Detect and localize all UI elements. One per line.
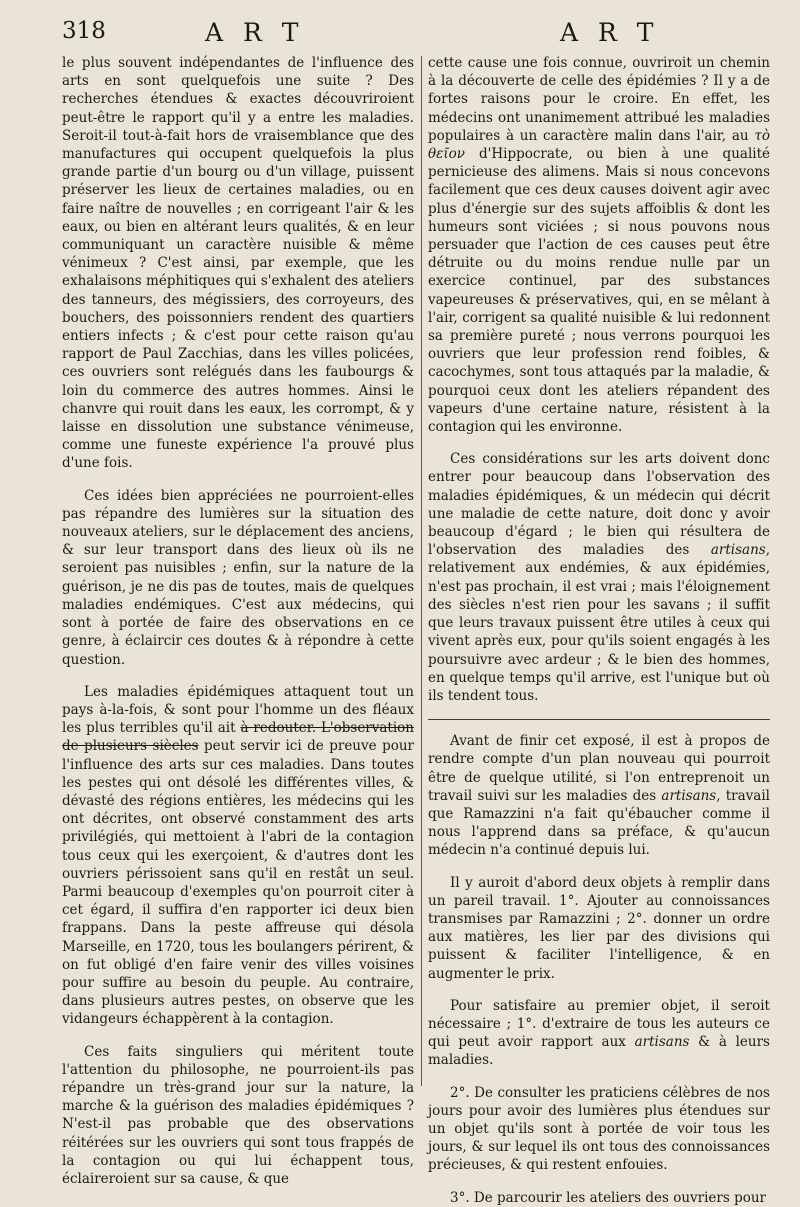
italic-word: artisans xyxy=(634,1034,690,1051)
paragraph xyxy=(428,997,770,1070)
paragraph-text: & à leurs maladies. xyxy=(428,1034,770,1069)
paragraph xyxy=(428,54,770,436)
right-running-head: A R T xyxy=(560,18,660,47)
paragraph-text: d'Hippocrate, ou bien à une qualité pernicieuse des alimens. Mais si nous concevons facilement que ces deux causes doivent agir avec plus d'énergie sur des sujets affoiblis & dont les humeurs sont viciées ; si nous pouvons nous persuader que l'action de ces causes peut être détruite ou du moins rendue nulle par un exercice continuel, par des substances vapeureuses & préservatives, qui, en se mêlant à l'air, corrigent sa qualité nuisible & lui redonnent sa première pureté ; nous verrons pourquoi les ouvriers que leur profession rend foibles, & cacochymes, sont tous attaqués par la maladie, & pourquoi ceux dont les ateliers répandent des vapeurs d'une certaine nature, résistent à la contagion qui les environne. xyxy=(428,146,770,436)
italic-word: artisans xyxy=(710,542,766,559)
paragraph-text: peut servir ici de preuve pour l'influence des arts sur ces maladies. Dans toutes les pestes qui ont désolé les différentes villes, & dévasté des régions entières, les médecins qui les ont décrites, ont observé constamment des arts privilégiés, qui mettoient à l'abri de la contagion tous ceux qui les exerçoient, & d'autres dont les ouvriers périssoient sans qu'il en restât un seul. Parmi beaucoup d'exemples qu'on pourroit citer à cet égard, il suffira d'en rapporter ici deux bien frappans. Dans la peste affreuse qui désola Marseille, en 1720, tous les boulangers périrent, & on fut obligé d'en faire venir des villes voisines pour suffire au besoin du peuple. Au contraire, dans plusieurs autres pestes, on observe que les vidangeurs échappèrent à la contagion. xyxy=(62,738,414,1028)
running-header xyxy=(0,18,800,54)
paragraph-text: cette cause une fois connue, ouvriroit un chemin à la découverte de celle des épidémies ? Il y a de fortes raisons pour le croire. En effet, les médecins ont unanimement attribué les maladies populaires à un caractère malin dans l'air, au xyxy=(428,55,770,144)
paragraph-text: Ces considérations sur les arts doivent donc entrer pour beaucoup dans l'observation des maladies épidémiques, & un médecin qui décrit une maladie de cette nature, doit donc y avoir beaucoup d'égard ; le bien qui résultera de l'observation des maladies des xyxy=(428,451,770,559)
paragraph: Ces idées bien appréciées ne pourroient-elles pas répandre des lumières sur la situation des nouveaux ateliers, sur le déplacement des anciens, & sur leur transport dans des lieux où ils ne seroient pas nuisibles ; enfin, sur la nature de la guérison, je ne dis pas de toutes, mais de quelques maladies endémiques. C'est aux médecins, qui sont à portée de faire des observations en ce genre, à éclaircir ces doutes & à répondre à cette question. xyxy=(62,487,414,668)
paragraph-text: Les maladies épidémiques attaquent tout un pays à-la-fois, & sont pour l'homme un des fléaux les plus terribles qu'il ait xyxy=(62,683,414,737)
paragraph: Il y auroit d'abord deux objets à remplir dans un pareil travail. 1°. Ajouter au connoissances transmises par Ramazzini ; 2°. donner un ordre aux matières, les lier par des divisions qui puissent & faciliter l'intelligence, & en augmenter le prix. xyxy=(428,874,770,982)
left-column xyxy=(62,54,414,1188)
right-column xyxy=(428,54,770,1207)
paragraph xyxy=(428,732,770,859)
greek-phrase: τὸ θεῖον xyxy=(428,127,770,163)
italic-word: artisans xyxy=(661,787,717,804)
paragraph xyxy=(428,450,770,705)
left-running-head: A R T xyxy=(205,18,305,47)
struck-text: à redouter. L'observation de plusieurs siècles xyxy=(62,720,414,755)
column-divider xyxy=(421,56,422,1086)
paragraph xyxy=(62,683,414,1029)
paragraph: Ces faits singuliers qui méritent toute l'attention du philosophe, ne pourroient-ils pas répandre un très-grand jour sur la nature, la marche & la guérison des maladies épidémiques ? N'est-il pas probable que des observations réitérées sur les ouvriers qui sont tous frappés de la contagion ou qui lui échappent tous, éclaireroient sur sa cause, & que xyxy=(62,1043,414,1187)
paragraph-text: Avant de finir cet exposé, il est à propos de rendre compte d'un plan nouveau qui pourroit être de quelque utilité, si l'on entreprenoit un travail suivi sur les maladies des xyxy=(428,733,770,804)
paragraph: le plus souvent indépendantes de l'influence des arts en sont quelquefois une suite ? Des recherches étendues & exactes découvriroient peut-être le rapport qu'il y a entre les maladies. Seroit-il tout-à-fait hors de vraisemblance que des manufactures qui occupent quelquefois la plus grande partie d'un bourg ou d'un village, puissent préserver les lieux de certaines maladies, ou en faire naître de nouvelles ; en corrigeant l'air & les eaux, ou bien en altérant leurs qualités, & en leur communiquant un caractère nuisible & même vénimeux ? C'est ainsi, par exemple, que les exhalaisons méphitiques qui s'exhalent des ateliers des tanneurs, des mégissiers, des corroyeurs, des bouchers, des poissonniers rendent des quartiers entiers infects ; & c'est pour cette raison qu'au rapport de Paul Zacchias, dans les villes policées, ces ouvriers sont relégués dans les faubourgs & loin du commerce des autres hommes. Ainsi le chanvre qui rouit dans les eaux, les corrompt, & y laisse en dissolution une substance vénimeuse, comme une funeste expérience l'a prouvé plus d'une fois. xyxy=(62,55,414,472)
paragraph-text: Pour satisfaire au premier objet, il seroit nécessaire ; 1°. d'extraire de tous les auteurs ce qui peut avoir rapport aux xyxy=(428,997,770,1051)
paragraph-text: , travail que Ramazzini n'a fait qu'ébaucher comme il nous l'apprend dans sa préface, & qu'aucun médecin n'a continué depuis lui. xyxy=(428,787,770,859)
paragraph: 2°. De consulter les praticiens célèbres de nos jours pour avoir des lumières plus étendues sur un objet qu'ils sont à portée de voir tous les jours, & sur lequel ils ont tous des connoissances précieuses, & qui restent enfouies. xyxy=(428,1084,770,1174)
paragraph-text: , relativement aux endémies, & aux épidémies, n'est pas prochain, il est vrai ; mais l'éloignement des siècles n'est rien pour les savans ; il suffit que leurs travaux puissent être utiles à ceux qui vivent après eux, pour qu'ils soient engagés à les poursuivre avec ardeur ; & le bien des hommes, en quelque temps qu'il arrive, est l'unique but où ils tendent tous. xyxy=(428,542,770,704)
paragraph: 3°. De parcourir les ateliers des ouvriers pour xyxy=(450,1189,767,1206)
page-number: 318 xyxy=(62,18,106,44)
section-rule xyxy=(428,719,770,720)
